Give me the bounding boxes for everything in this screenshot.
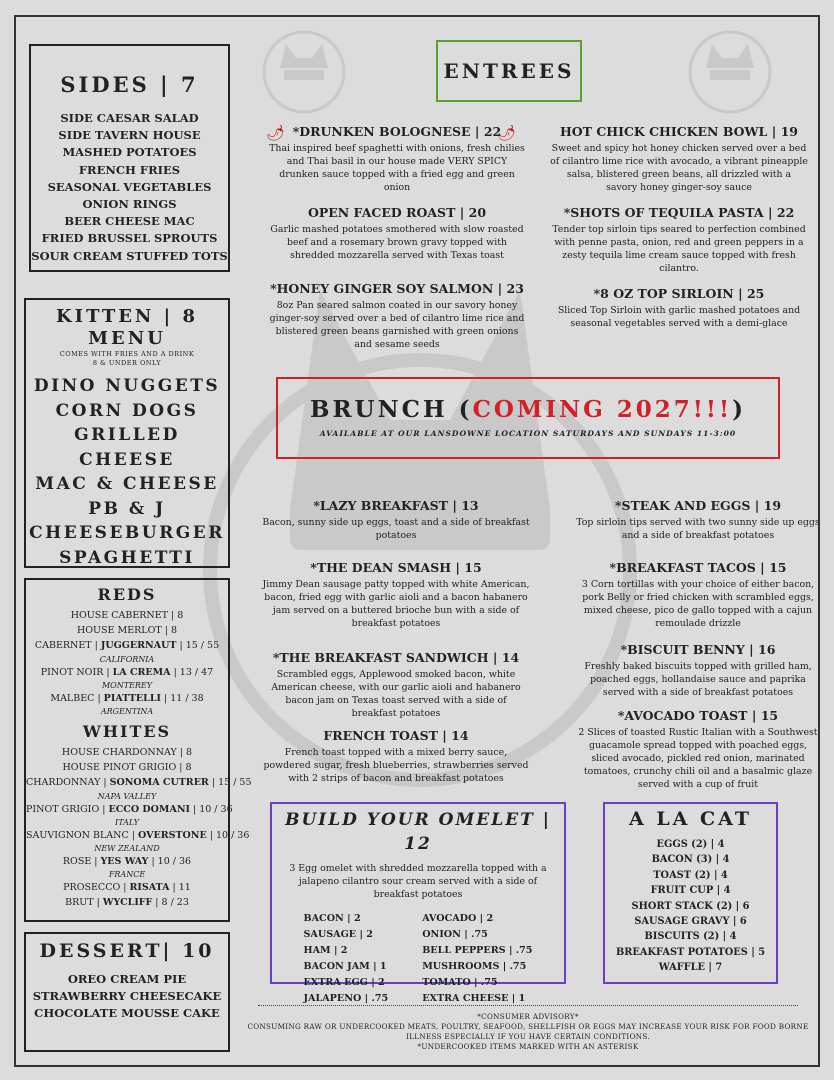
wine-item bbox=[26, 665, 228, 691]
a-la-cat-box bbox=[603, 802, 778, 984]
wine-item bbox=[26, 854, 228, 880]
wine-name: HOUSE MERLOT | 8 bbox=[76, 625, 178, 637]
dish-title: OPEN FACED ROAST | 20 bbox=[307, 205, 487, 220]
consumer-advisory bbox=[236, 1012, 820, 1052]
whites-title: WHITES bbox=[82, 722, 172, 742]
a-la-cat-item: BREAKFAST POTATOES | 5 bbox=[615, 946, 766, 958]
dish-description: 8oz Pan seared salmon coated in our savory honey ginger-soy served over a bed of cilantro lime rice and blistered green beans garnished with green onions and sesame seeds bbox=[269, 300, 525, 350]
menu-dish bbox=[550, 204, 808, 275]
a-la-cat-item: SAUSAGE GRAVY | 6 bbox=[634, 916, 747, 928]
omelet-addon: EXTRA CHEESE | 1 bbox=[422, 993, 526, 1004]
dish-description: Sliced Top Sirloin with garlic mashed potatoes and seasonal vegetables served with a demi-glace bbox=[557, 305, 801, 329]
omelet-addon: BELL PEPPERS | .75 bbox=[422, 945, 533, 956]
brunch-header-box bbox=[276, 377, 780, 459]
dessert-item: STRAWBERRY CHEESECAKE bbox=[32, 989, 222, 1004]
menu-dish bbox=[574, 641, 822, 699]
side-item: BEER CHEESE MAC bbox=[64, 214, 195, 229]
omelet-addon: TOMATO | .75 bbox=[422, 977, 498, 988]
wine-producer: WYCLIFF bbox=[102, 897, 153, 909]
wine-price: | 8 / 23 bbox=[152, 897, 189, 909]
menu-dish bbox=[574, 559, 822, 630]
wine-price: | 10 / 36 bbox=[148, 856, 192, 868]
dish-description: 3 Corn tortillas with your choice of either bacon, pork Belly or fried chicken with scrambled eggs, mixed cheese, pico de gallo topped with a cajun remoulade drizzle bbox=[581, 579, 815, 629]
menu-dish bbox=[266, 204, 528, 262]
wine-name: BRUT | bbox=[65, 897, 103, 909]
kitten-item: DINO NUGGETS bbox=[33, 376, 221, 396]
brunch-title-coming: COMING 2027!!! bbox=[472, 396, 733, 423]
omelet-addon: SAUSAGE | 2 bbox=[303, 929, 373, 940]
dish-description: Scrambled eggs, Applewood smoked bacon, white American cheese, with our garlic aioli and habanero bacon jam on Texas toast served with a side of breakfast potatoes bbox=[271, 669, 521, 719]
wine-region: MONTEREY bbox=[101, 680, 153, 690]
wine-producer: SONOMA CUTRER bbox=[109, 777, 209, 789]
kitten-title-menu: MENU bbox=[88, 328, 166, 349]
dish-title: *BISCUIT BENNY | 16 bbox=[620, 642, 776, 657]
wine-item bbox=[26, 775, 252, 801]
dish-title: *THE BREAKFAST SANDWICH | 14 bbox=[272, 650, 520, 665]
wine-price: | 11 / 38 bbox=[160, 692, 204, 704]
wine-box bbox=[24, 578, 252, 922]
side-item: SEASONAL VEGETABLES bbox=[47, 179, 212, 194]
dish-title: *BREAKFAST TACOS | 15 bbox=[609, 560, 787, 575]
wine-price: | 10 / 36 bbox=[189, 803, 233, 815]
dish-description: Bacon, sunny side up eggs, toast and a side of breakfast potatoes bbox=[262, 517, 530, 541]
omelet-addon: JALAPENO | .75 bbox=[303, 993, 389, 1004]
wine-producer: PIATTELLI bbox=[103, 692, 161, 704]
entrees-title: ENTREES bbox=[443, 59, 575, 83]
omelet-addons-right bbox=[422, 911, 532, 1007]
a-la-cat-item: BACON (3) | 4 bbox=[651, 854, 730, 866]
wine-price: | 15 / 55 bbox=[176, 640, 220, 652]
wine-producer: LA CREMA bbox=[112, 666, 171, 678]
wine-name: PINOT GRIGIO | bbox=[26, 803, 109, 815]
wine-producer: RISATA bbox=[129, 882, 170, 894]
wine-producer: YES WAY bbox=[100, 856, 149, 868]
dish-description: Freshly baked biscuits topped with grilled ham, poached eggs, hollandaise sauce and paprika served with a side of breakfast potatoes bbox=[584, 661, 812, 698]
wine-name: SAUVIGNON BLANC | bbox=[26, 829, 138, 841]
side-item: MASHED POTATOES bbox=[62, 145, 197, 160]
wine-region: NAPA VALLEY bbox=[97, 791, 157, 801]
wine-name: MALBEC | bbox=[50, 692, 104, 704]
omelet-addons bbox=[272, 911, 564, 1007]
wine-name: HOUSE CABERNET | 8 bbox=[70, 610, 184, 621]
side-item: SIDE CAESAR SALAD bbox=[60, 111, 199, 125]
whites-list bbox=[26, 745, 252, 911]
menu-dish bbox=[574, 707, 822, 791]
dish-description: Thai inspired beef spaghetti with onions, fresh chilies and Thai basil in our house made VERY SPICY drunken sauce topped with a fried egg and green onion bbox=[269, 143, 525, 193]
kitten-menu-box bbox=[24, 298, 230, 568]
wine-item bbox=[26, 760, 228, 775]
wine-producer: ECCO DOMANI bbox=[108, 803, 190, 815]
wine-item bbox=[26, 691, 228, 717]
kitten-item: CORN DOGS bbox=[55, 400, 199, 421]
wine-price: | 11 bbox=[169, 882, 191, 894]
a-la-cat-item: FRUIT CUP | 4 bbox=[650, 885, 731, 897]
advisory-text-3: *UNDERCOOKED ITEMS MARKED WITH AN ASTERISK bbox=[417, 1042, 639, 1051]
side-item: FRIED BRUSSEL SPROUTS bbox=[41, 231, 218, 246]
menu-dish bbox=[262, 649, 530, 720]
dish-description: Garlic mashed potatoes smothered with slow roasted beef and a rosemary brown gravy topped with shredded mozzarella served with Texas toast bbox=[270, 224, 524, 261]
wine-name: HOUSE CHARDONNAY | 8 bbox=[61, 747, 193, 759]
wine-region: NEW ZEALAND bbox=[94, 844, 160, 854]
omelet-addon: EXTRA EGG | 2 bbox=[303, 977, 385, 988]
wine-item bbox=[26, 802, 233, 828]
wine-name: PINOT NOIR | bbox=[40, 666, 113, 678]
a-la-cat-item: WAFFLE | 7 bbox=[658, 962, 723, 974]
dish-title: *SHOTS OF TEQUILA PASTA | 22 bbox=[563, 205, 795, 220]
wine-item bbox=[26, 895, 228, 910]
a-la-cat-title: A LA CAT bbox=[628, 808, 753, 830]
advisory-heading: *CONSUMER ADVISORY* bbox=[477, 1012, 579, 1021]
kitten-item: MAC & CHEESE bbox=[35, 474, 219, 494]
wine-item bbox=[26, 623, 228, 638]
a-la-cat-item: SHORT STACK (2) | 6 bbox=[631, 900, 750, 912]
menu-dish bbox=[550, 285, 808, 330]
sides-box bbox=[29, 44, 230, 272]
dessert-list bbox=[26, 971, 228, 1023]
a-la-cat-item: BISCUITS (2) | 4 bbox=[644, 931, 737, 943]
side-item: SIDE TAVERN HOUSE bbox=[58, 128, 201, 143]
menu-dish bbox=[262, 497, 530, 542]
dish-description: Top sirloin tips served with two sunny side up eggs and a side of breakfast potatoes bbox=[576, 517, 820, 541]
side-item: SOUR CREAM STUFFED TOTS bbox=[31, 248, 228, 263]
dessert-box bbox=[24, 932, 230, 1052]
menu-dish bbox=[550, 123, 808, 194]
omelet-box bbox=[270, 802, 566, 1004]
wine-price: | 15 / 55 bbox=[208, 777, 252, 789]
wine-price: | 10 / 36 bbox=[206, 829, 250, 841]
wine-name: HOUSE PINOT GRIGIO | 8 bbox=[62, 762, 192, 774]
dish-description: Jimmy Dean sausage patty topped with white American, bacon, fried egg with garlic aioli and a bacon habanero jam served on a buttered brioche bun with a side of breakfast potatoes bbox=[262, 579, 530, 629]
dish-title: *THE DEAN SMASH | 15 bbox=[310, 560, 482, 575]
dish-title: HOT CHICK CHICKEN BOWL | 19 bbox=[559, 124, 798, 139]
menu-dish bbox=[262, 727, 530, 785]
wine-region: ITALY bbox=[115, 817, 139, 827]
brunch-title-main: BRUNCH ( bbox=[310, 396, 473, 423]
kitten-item: SPAGHETTI bbox=[59, 547, 195, 568]
dish-description: French toast topped with a mixed berry sauce, powdered sugar, fresh blueberries, strawberries served with 2 strips of bacon and breakfast potatoes bbox=[263, 747, 529, 784]
omelet-addon: BACON | 2 bbox=[303, 913, 361, 924]
advisory-text-1: CONSUMING RAW OR UNDERCOOKED MEATS, POULTRY, SEAFOOD, SHELLFISH OR EGGS MAY INCREASE YOUR RISK FOR FOOD BORNE bbox=[247, 1022, 809, 1031]
dessert-title: DESSERT| 10 bbox=[39, 940, 215, 962]
wine-price: | 13 / 47 bbox=[170, 666, 214, 678]
a-la-cat-item: TOAST (2) | 4 bbox=[653, 869, 728, 881]
omelet-desc: 3 Egg omelet with shredded mozzarella topped with a jalapeno cilantro sour cream served with a side of breakfast potatoes bbox=[289, 863, 547, 900]
brunch-title-end: ) bbox=[732, 396, 746, 423]
dish-description: Sweet and spicy hot honey chicken served over a bed of cilantro lime rice with avocado, a vibrant pineapple salsa, blistered green beans, all drizzled with a savory honey ginger-soy sauce bbox=[550, 143, 808, 193]
wine-item bbox=[26, 880, 228, 895]
dish-description: Tender top sirloin tips seared to perfection combined with penne pasta, onion, red and green peppers in a zesty tequila lime cream sauce topped with fresh cilantro. bbox=[552, 224, 806, 274]
omelet-addon: HAM | 2 bbox=[303, 945, 348, 956]
side-item: FRENCH FRIES bbox=[78, 162, 181, 177]
dessert-item: OREO CREAM PIE bbox=[67, 972, 187, 986]
kitten-note: COMES WITH FRIES AND A DRINK bbox=[59, 350, 195, 358]
kitten-list bbox=[26, 374, 228, 570]
advisory-divider bbox=[258, 1005, 798, 1006]
advisory-text-2: ILLNESS ESPECIALLY IF YOU HAVE CERTAIN CONDITIONS. bbox=[406, 1032, 650, 1041]
brunch-subtitle: AVAILABLE AT OUR LANSDOWNE LOCATION SATURDAYS AND SUNDAYS 11-3:00 bbox=[319, 429, 737, 438]
cat-logo-watermark-right bbox=[688, 30, 772, 114]
wine-item bbox=[26, 828, 250, 854]
menu-dish bbox=[574, 497, 822, 542]
omelet-addon: BACON JAM | 1 bbox=[303, 961, 387, 972]
wine-producer: JUGGERNAUT bbox=[100, 640, 177, 652]
omelet-title: BUILD YOUR OMELET | 12 bbox=[285, 810, 551, 854]
wine-producer: OVERSTONE bbox=[137, 829, 207, 841]
wine-name: PROSECCO | bbox=[63, 882, 130, 894]
wine-region: FRANCE bbox=[108, 870, 146, 880]
dish-title: *HONEY GINGER SOY SALMON | 23 bbox=[270, 281, 524, 296]
chili-pepper-icon-left: 🌶 bbox=[266, 124, 286, 142]
menu-dish bbox=[262, 559, 530, 630]
wine-item bbox=[26, 745, 228, 760]
brunch-title bbox=[278, 395, 778, 425]
menu-dish bbox=[266, 123, 528, 194]
reds-list bbox=[26, 608, 228, 717]
sides-list bbox=[31, 110, 228, 265]
dish-title: *LAZY BREAKFAST | 13 bbox=[313, 498, 479, 513]
dessert-item: CHOCOLATE MOUSSE CAKE bbox=[34, 1006, 220, 1021]
kitten-item: PB & J bbox=[88, 498, 166, 519]
wine-name: CHARDONNAY | bbox=[26, 777, 110, 789]
dish-title: *8 OZ TOP SIRLOIN | 25 bbox=[593, 286, 765, 301]
kitten-title: KITTEN | 8 bbox=[56, 306, 198, 327]
kitten-item: CHEESEBURGER bbox=[29, 523, 225, 543]
chili-pepper-icon-right: 🌶 bbox=[497, 124, 517, 142]
wine-region: CALIFORNIA bbox=[99, 654, 155, 664]
cat-logo-watermark-left bbox=[262, 30, 346, 114]
dish-title: FRENCH TOAST | 14 bbox=[323, 728, 469, 743]
wine-region: ARGENTINA bbox=[100, 707, 154, 717]
dish-title: *STEAK AND EGGS | 19 bbox=[614, 498, 782, 513]
entrees-header-box bbox=[436, 40, 582, 102]
wine-item bbox=[26, 608, 228, 623]
menu-dish bbox=[266, 280, 528, 351]
dish-title: *AVOCADO TOAST | 15 bbox=[617, 708, 779, 723]
dish-title: *DRUNKEN BOLOGNESE | 22 bbox=[292, 124, 502, 139]
a-la-cat-item: EGGS (2) | 4 bbox=[656, 839, 725, 850]
side-item: ONION RINGS bbox=[82, 197, 177, 212]
omelet-addons-left bbox=[304, 911, 389, 1007]
wine-name: CABERNET | bbox=[34, 640, 101, 652]
kitten-item: GRILLED CHEESE bbox=[74, 425, 180, 470]
omelet-addon: AVOCADO | 2 bbox=[422, 913, 494, 924]
dish-description: 2 Slices of toasted Rustic Italian with a Southwest guacamole spread topped with poached eggs, sliced avocado, pickled red onion, marinated tomatoes, crunchy chili oil and a basalmic glaze served with a cup of fruit bbox=[578, 727, 818, 790]
kitten-age-note: 8 & UNDER ONLY bbox=[92, 359, 162, 367]
sides-title: SIDES | 7 bbox=[60, 72, 199, 97]
omelet-addon: MUSHROOMS | .75 bbox=[422, 961, 527, 972]
a-la-cat-list bbox=[605, 837, 776, 976]
wine-item bbox=[26, 638, 228, 664]
reds-title: REDS bbox=[97, 585, 157, 604]
wine-name: ROSE | bbox=[62, 856, 101, 868]
omelet-addon: ONION | .75 bbox=[422, 929, 488, 940]
